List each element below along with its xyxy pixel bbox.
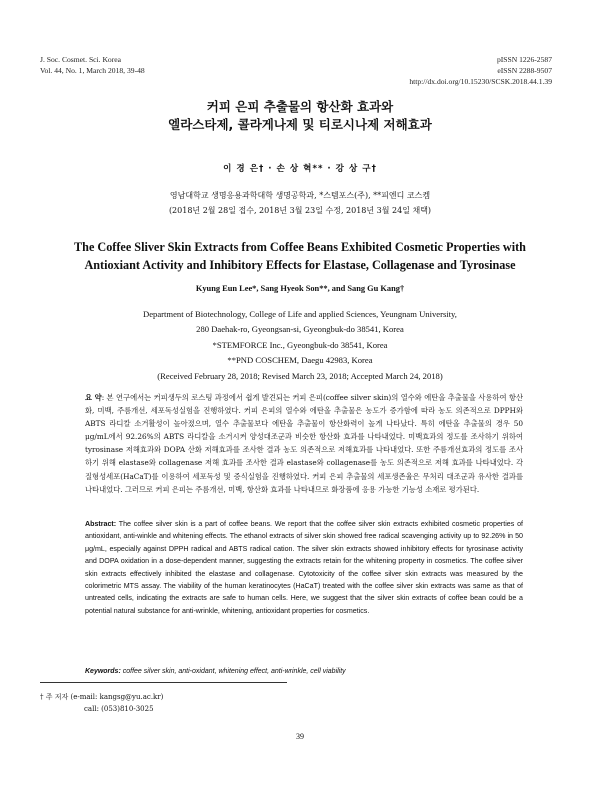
pissn: pISSN 1226-2587 [496,55,552,64]
english-affiliation-line2: 280 Daehak-ro, Gyeongsan-si, Gyeongbuk-do 38541, Korea [196,324,404,335]
korean-abstract [85,391,523,496]
corresponding-author-footnote [40,691,163,715]
english-abstract [85,518,523,617]
english-dates: (Received February 28, 2018; Revised March 23, 2018; Accepted March 24, 2018) [157,370,443,381]
eissn: eISSN 2288-9507 [497,66,552,75]
english-title-line1: The Coffee Sliver Skin Extracts from Coffee Beans Exhibited Cosmetic Properties with [74,240,526,254]
korean-title [0,98,600,134]
english-affiliation-line1: Department of Biotechnology, College of Life and applied Sciences, Yeungnam University, [143,309,457,319]
korean-authors: 이 경 은† · 손 상 혁** · 강 상 구† [223,164,377,174]
journal-header-right [409,54,552,87]
journal-header-left [40,54,145,76]
english-title [40,238,560,274]
journal-name: J. Soc. Cosmet. Sci. Korea [40,55,121,64]
english-affiliation-line3: *STEMFORCE Inc., Gyeongbuk-do 38541, Korea [212,339,388,350]
korean-affiliation-line1: 영남대학교 생명응용과학대학 생명공학과, *스템포스(주), **피엔디 코스켐 [169,191,431,200]
footnote-phone: call: (053)810-3025 [84,705,154,713]
english-affiliation [0,307,600,384]
korean-title-line2: 엘라스타제, 콜라게나제 및 티로시나제 저해효과 [168,117,432,132]
keywords-text: coffee silver skin, anti-oxidant, whitening effect, anti-wrinkle, cell viability [122,668,346,675]
english-abstract-text: The coffee silver skin is a part of coffee beans. We report that the coffee silver skin extracts exhibited cosmetic properties of antioxidant, anti-winkle and whitening effects. The ethanol extracts of silver skin showed free radical scavenging activity up to 92.26% in 50 μg/mL, especially against DPPH radical and ABTS radical cation. The silver skin extracts showed inhibitory effects for tyrosinase activity and DOPA oxidation in a dose-dependent manner, suggesting the extracts retain for the whitening property in cosmetics. The coffee silver skin extracts effectively inhibited the elastase and collagenase. Cytotoxicity of the coffee silver skin extracts was measured by the colorimetric MTS assay. The viability of the human keratinocytes (HaCaT) treated with the coffee silver skin extracts was same as that of untreated cells, indicating the extracts are safe to human cells. Here, we suggest that the silver skin extracts of coffee bean could be a potential natural substance for anti-wrinkle, whitening, antioxidant properties for cosmetics. [85,520,523,615]
doi-link[interactable]: http://dx.doi.org/10.15230/SCSK.2018.44.1.39 [409,77,552,86]
english-abstract-label: Abstract: [85,520,117,528]
page-number: 39 [296,732,304,741]
english-title-line2: Antioxiant Activity and Inhibitory Effects for Elastase, Collagenase and Tyrosinase [84,258,516,272]
keywords [85,668,523,675]
keywords-label: Keywords: [85,668,121,675]
korean-abstract-label: 요 약 [85,393,102,402]
footnote-divider [40,682,287,683]
english-authors: Kyung Eun Lee*, Sang Hyeok Son**, and Sang Gu Kang† [195,284,405,293]
korean-abstract-text: : 본 연구에서는 커피생두의 로스팅 과정에서 쉽게 발견되는 커피 은피(coffee silver skin)의 열수와 에탄올 추출물을 사용하여 항산화, 미백, 주름개선, 세포독성실험을 진행하였다. 커피 은피의 열수와 에탄올 추출물은 농도가 증가함에 따라 농도 의존적으로 DPPH와 ABTS 라디칼 소거활성이 높아졌으며, 열수 추출물보다 에탄올 추출물이 항산화력이 높게 나타났다. 특히 에탄올 추출물의 경우 50 μg/mL에서 92.26%의 ABTS 라디칼을 소거시켜 양성대조군과 비슷한 항산화 효과를 나타내었다. 미백효과의 정도를 조사하기 위하여 tyrosinase 저해효과와 DOPA 산화 저해효과를 조사한 결과 농도 의존적으로 저해효과를 나타내었다. 또한 주름개선효과의 정도를 조사하기 위해 elastase와 collagenase 저해 효과를 조사한 결과 elastase와 collagenase를 농도 의존적으로 저해 효과를 나타내었다. 각질형성세포(HaCaT)를 이용하여 세포독성 및 증식실험을 진행하였다. 커피 은피 추출물의 세포생존율은 무처리 대조군과 유사한 결과를 나타내었다. 그러므로 커피 은피는 주름개선, 미백, 항산화 효과를 나타내므로 화장품에 응용 가능한 기능성 소재로 평가된다. [85,393,523,494]
korean-affiliation [0,188,600,218]
korean-title-line1: 커피 은피 추출물의 항산화 효과와 [206,99,394,114]
english-affiliation-line4: **PND COSCHEM, Daegu 42983, Korea [227,355,373,366]
footnote-email: † 주 저자 (e-mail: kangsg@yu.ac.kr) [40,693,164,701]
korean-dates: (2018년 2월 28일 접수, 2018년 3월 23일 수정, 2018년 3월 24일 채택) [168,206,432,215]
journal-volume: Vol. 44, No. 1, March 2018, 39-48 [40,66,145,75]
